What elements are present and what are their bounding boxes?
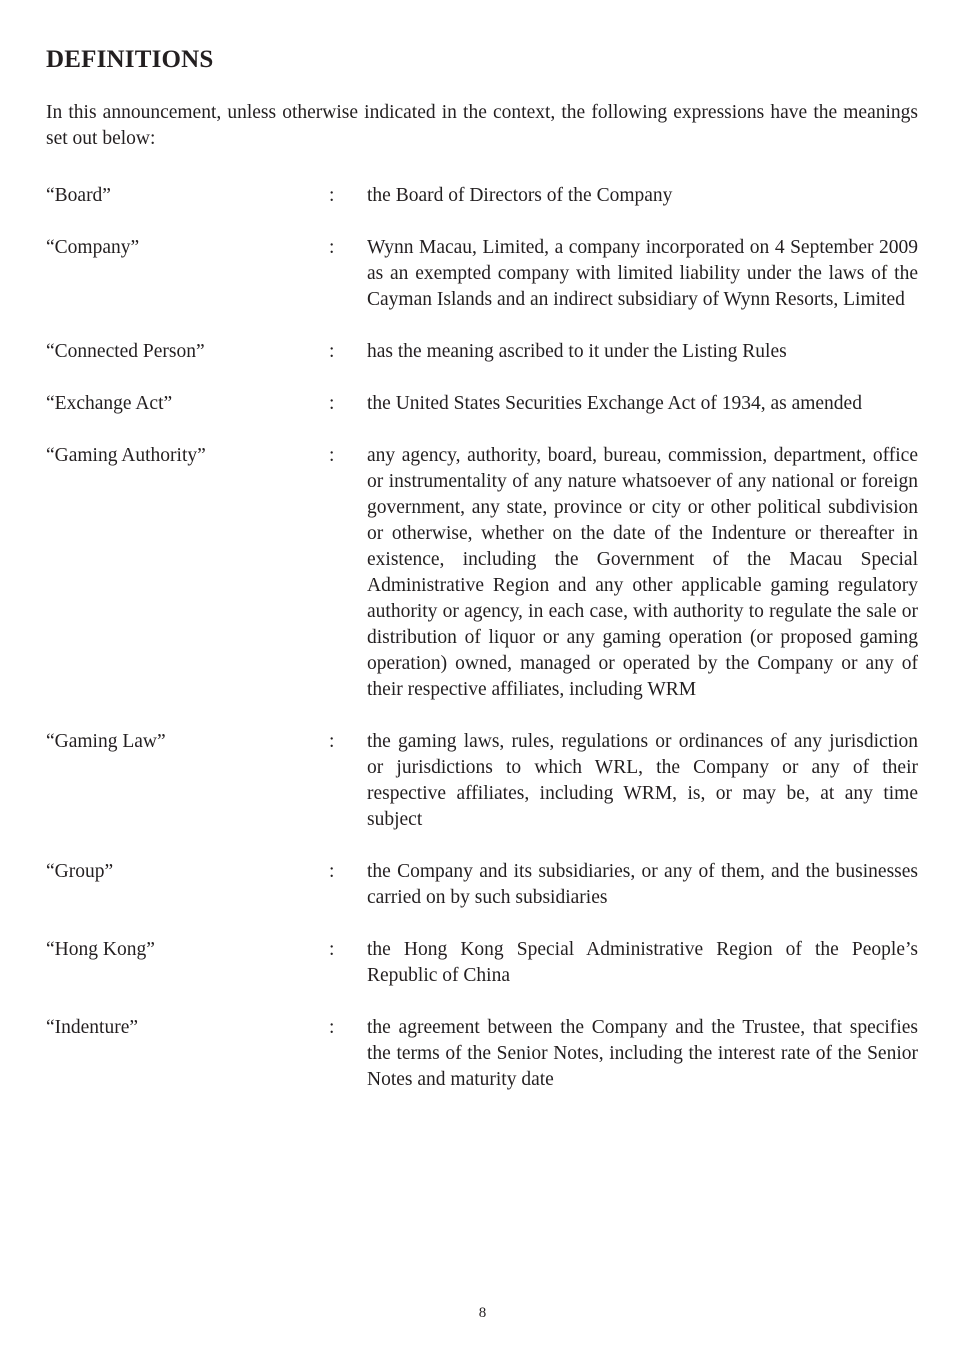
definition-text: Wynn Macau, Limited, a company incorporated on 4 September 2009 as an exempted company with limited liability under the laws of the Cayman Islands and an indirect subsidiary of Wynn Resorts, Limited	[367, 237, 918, 310]
definition-row-gaming-authority	[46, 443, 918, 703]
definition-separator: :	[329, 393, 335, 414]
definition-term: “Gaming Authority”	[46, 445, 206, 466]
definition-term: “Connected Person”	[46, 341, 205, 362]
definition-term: “Gaming Law”	[46, 731, 166, 752]
definition-row-hong-kong	[46, 937, 918, 989]
definition-row-board	[46, 183, 918, 209]
definition-row-connected-person	[46, 339, 918, 365]
definition-term: “Board”	[46, 185, 111, 206]
definition-text: the Company and its subsidiaries, or any of them, and the businesses carried on by such subsidiaries	[367, 861, 918, 908]
definition-separator: :	[329, 445, 335, 466]
definition-term: “Hong Kong”	[46, 939, 155, 960]
definition-text: the gaming laws, rules, regulations or ordinances of any jurisdiction or jurisdictions to which WRL, the Company or any of their respective affiliates, including WRM, is, or may be, at any time subject	[367, 731, 918, 830]
definition-row-gaming-law	[46, 729, 918, 833]
definition-text: has the meaning ascribed to it under the Listing Rules	[367, 341, 787, 362]
definition-separator: :	[329, 861, 335, 882]
definition-text: the Hong Kong Special Administrative Region of the People’s Republic of China	[367, 939, 918, 986]
page-title: DEFINITIONS	[46, 46, 214, 73]
definition-term: “Group”	[46, 861, 114, 882]
definition-row-group	[46, 859, 918, 911]
definition-text: the agreement between the Company and the Trustee, that specifies the terms of the Senior Notes, including the interest rate of the Senior Notes and maturity date	[367, 1017, 918, 1090]
definition-separator: :	[329, 185, 335, 206]
definition-row-company	[46, 235, 918, 313]
definition-term: “Exchange Act”	[46, 393, 173, 414]
definition-row-indenture	[46, 1015, 918, 1093]
definition-text: any agency, authority, board, bureau, commission, department, office or instrumentality of any nature whatsoever of any national or foreign government, any state, province or city or other political subdivision or otherwise, whether on the date of the Indenture or thereafter in existence, including the Government of the Macau Special Administrative Region and any other applicable gaming regulatory authority or agency, in each case, with authority to regulate the sale or distribution of liquor or any gaming operation (or proposed gaming operation) owned, managed or operated by the Company or any of their respective affiliates, including WRM	[367, 445, 918, 700]
definition-text: the Board of Directors of the Company	[367, 185, 673, 206]
definition-separator: :	[329, 731, 335, 752]
definition-term: “Company”	[46, 237, 140, 258]
page-number: 8	[478, 1305, 487, 1321]
definition-separator: :	[329, 237, 335, 258]
definition-row-exchange-act	[46, 391, 918, 417]
definition-separator: :	[329, 1017, 335, 1038]
definition-separator: :	[329, 939, 335, 960]
intro-paragraph: In this announcement, unless otherwise indicated in the context, the following expressions have the meanings set out below:	[46, 102, 918, 149]
definition-text: the United States Securities Exchange Act of 1934, as amended	[367, 393, 862, 414]
definition-term: “Indenture”	[46, 1017, 139, 1038]
definitions-list	[46, 183, 918, 1119]
definition-separator: :	[329, 341, 335, 362]
